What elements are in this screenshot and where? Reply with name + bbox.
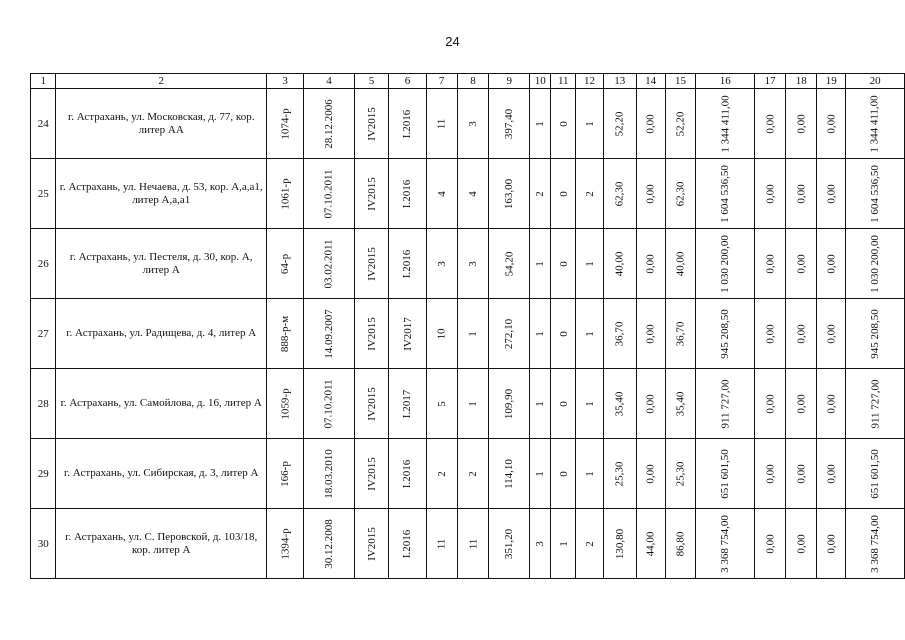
cell-col-14	[636, 229, 665, 299]
cell-text: 130,80	[613, 528, 626, 559]
table-body	[31, 74, 905, 579]
cell-text: 0,00	[825, 113, 838, 134]
cell-text: 163,00	[503, 178, 516, 209]
cell-col-17	[755, 159, 786, 229]
cell-row-number: 29	[31, 439, 56, 509]
data-table	[30, 73, 905, 579]
cell-col-13	[603, 159, 636, 229]
cell-text: 40,00	[613, 251, 626, 276]
cell-text: 3	[467, 120, 480, 127]
cell-col-8	[457, 89, 489, 159]
column-header-12: 12	[576, 74, 604, 89]
cell-col-6	[389, 229, 426, 299]
cell-col-14	[636, 509, 665, 579]
cell-col-16	[696, 439, 755, 509]
cell-order-number	[266, 509, 303, 579]
cell-address: г. Астрахань, ул. Пестеля, д. 30, кор. А, литер А	[56, 229, 266, 299]
column-header-1: 1	[31, 74, 56, 89]
cell-text: 62,30	[613, 181, 626, 206]
cell-text: 0,00	[764, 113, 777, 134]
cell-col-10	[529, 509, 551, 579]
cell-col-5	[354, 229, 389, 299]
cell-area	[489, 89, 530, 159]
cell-text: 1	[583, 120, 596, 127]
cell-col-17	[755, 509, 786, 579]
cell-order-date	[304, 229, 355, 299]
cell-col-14	[636, 369, 665, 439]
cell-col-15	[665, 369, 696, 439]
cell-text: 1	[467, 330, 480, 337]
cell-col-19	[817, 159, 846, 229]
cell-order-number	[266, 159, 303, 229]
cell-text: 11	[467, 538, 480, 549]
cell-col-5	[354, 89, 389, 159]
cell-col-18	[786, 509, 817, 579]
cell-col-11	[551, 89, 576, 159]
cell-total-cost	[846, 89, 905, 159]
cell-text: 0,00	[825, 323, 838, 344]
cell-col-5	[354, 299, 389, 369]
cell-text: 2	[583, 540, 596, 547]
cell-total-cost	[846, 159, 905, 229]
table-row	[31, 369, 905, 439]
cell-col-15	[665, 89, 696, 159]
cell-text: 0,00	[825, 533, 838, 554]
cell-area	[489, 229, 530, 299]
cell-col-15	[665, 509, 696, 579]
cell-text: IV2015	[365, 526, 378, 561]
cell-text: 114,10	[503, 458, 516, 489]
cell-text: 0,00	[795, 463, 808, 484]
cell-text: 0,00	[644, 463, 657, 484]
cell-text: 07.10.2011	[323, 168, 335, 219]
cell-text: 0,00	[644, 183, 657, 204]
cell-text: 4	[435, 190, 448, 197]
cell-text: 272,10	[503, 318, 516, 349]
cell-col-17	[755, 89, 786, 159]
cell-text: 651 601,50	[719, 448, 732, 499]
column-header-4: 4	[304, 74, 355, 89]
cell-text: 1	[583, 470, 596, 477]
cell-col-15	[665, 229, 696, 299]
cell-text: 0,00	[795, 323, 808, 344]
cell-text: IV2015	[365, 316, 378, 351]
cell-col-7	[426, 509, 457, 579]
cell-text: 351,20	[503, 528, 516, 559]
cell-col-19	[817, 369, 846, 439]
cell-text: 5	[435, 400, 448, 407]
cell-text: 3 368 754,00	[869, 514, 882, 573]
cell-text: I.2016	[401, 459, 414, 488]
cell-text: 0	[557, 400, 570, 407]
cell-col-18	[786, 439, 817, 509]
cell-order-number	[266, 89, 303, 159]
cell-text: 18.03.2010	[323, 448, 335, 499]
cell-text: 0,00	[795, 253, 808, 274]
cell-text: 14.09.2007	[323, 308, 335, 359]
cell-order-number	[266, 439, 303, 509]
column-header-16: 16	[696, 74, 755, 89]
cell-text: IV2017	[401, 316, 414, 351]
cell-text: 11	[435, 118, 448, 129]
cell-col-16	[696, 89, 755, 159]
cell-col-18	[786, 229, 817, 299]
cell-text: 0,00	[825, 463, 838, 484]
column-header-19: 19	[817, 74, 846, 89]
cell-col-8	[457, 229, 489, 299]
cell-col-14	[636, 159, 665, 229]
cell-order-number	[266, 369, 303, 439]
cell-text: 52,20	[674, 111, 687, 136]
cell-address: г. Астрахань, ул. Сибирская, д. 3, литер А	[56, 439, 266, 509]
cell-text: 911 727,00	[719, 378, 732, 429]
cell-col-18	[786, 89, 817, 159]
cell-text: 62,30	[674, 181, 687, 206]
cell-text: 1	[583, 330, 596, 337]
cell-text: 86,80	[674, 531, 687, 556]
cell-text: 0	[557, 260, 570, 267]
cell-text: 3	[467, 260, 480, 267]
cell-text: IV2015	[365, 456, 378, 491]
cell-col-5	[354, 369, 389, 439]
cell-col-16	[696, 299, 755, 369]
cell-text: 1	[534, 470, 547, 477]
cell-col-8	[457, 509, 489, 579]
cell-order-date	[304, 299, 355, 369]
cell-order-date	[304, 89, 355, 159]
cell-col-12	[576, 159, 604, 229]
cell-row-number: 26	[31, 229, 56, 299]
cell-text: 25,30	[674, 461, 687, 486]
cell-col-17	[755, 439, 786, 509]
cell-text: 1394-р	[279, 527, 292, 560]
cell-text: 1	[557, 540, 570, 547]
cell-text: IV2015	[365, 176, 378, 211]
cell-col-6	[389, 89, 426, 159]
cell-address: г. Астрахань, ул. Самойлова, д. 16, литер А	[56, 369, 266, 439]
cell-text: 166-р	[279, 460, 292, 487]
cell-text: 0,00	[825, 253, 838, 274]
cell-order-number	[266, 299, 303, 369]
cell-area	[489, 299, 530, 369]
cell-text: 0,00	[825, 183, 838, 204]
cell-col-6	[389, 369, 426, 439]
table-row	[31, 229, 905, 299]
cell-text: 109,90	[503, 388, 516, 419]
cell-col-19	[817, 89, 846, 159]
header-row	[31, 74, 905, 89]
cell-col-19	[817, 509, 846, 579]
cell-row-number: 24	[31, 89, 56, 159]
cell-text: 0,00	[644, 393, 657, 414]
cell-order-date	[304, 159, 355, 229]
cell-text: 0,00	[795, 393, 808, 414]
cell-text: 25,30	[613, 461, 626, 486]
cell-text: I.2016	[401, 179, 414, 208]
cell-text: 0	[557, 470, 570, 477]
column-header-17: 17	[755, 74, 786, 89]
cell-col-19	[817, 229, 846, 299]
column-header-7: 7	[426, 74, 457, 89]
cell-text: 3	[435, 260, 448, 267]
cell-text: 3 368 754,00	[719, 514, 732, 573]
cell-col-10	[529, 369, 551, 439]
column-header-9: 9	[489, 74, 530, 89]
cell-text: 54,20	[503, 251, 516, 276]
cell-col-15	[665, 299, 696, 369]
cell-col-19	[817, 439, 846, 509]
column-header-3: 3	[266, 74, 303, 89]
cell-text: 945 208,50	[869, 308, 882, 359]
cell-text: 2	[435, 470, 448, 477]
page-number: 24	[445, 34, 460, 49]
cell-col-10	[529, 229, 551, 299]
cell-col-6	[389, 439, 426, 509]
cell-text: 11	[435, 538, 448, 549]
column-header-20: 20	[846, 74, 905, 89]
cell-col-10	[529, 439, 551, 509]
cell-text: 1	[534, 330, 547, 337]
cell-text: 1 030 200,00	[869, 234, 882, 293]
cell-text: 1 344 411,00	[719, 94, 732, 153]
cell-total-cost	[846, 299, 905, 369]
cell-col-16	[696, 229, 755, 299]
cell-text: 07.10.2011	[323, 378, 335, 429]
cell-text: 0,00	[644, 253, 657, 274]
cell-total-cost	[846, 509, 905, 579]
column-header-13: 13	[603, 74, 636, 89]
cell-col-7	[426, 229, 457, 299]
cell-order-date	[304, 509, 355, 579]
cell-text: 1	[467, 400, 480, 407]
cell-row-number: 25	[31, 159, 56, 229]
cell-col-14	[636, 299, 665, 369]
cell-col-12	[576, 509, 604, 579]
cell-col-16	[696, 159, 755, 229]
cell-text: 2	[534, 190, 547, 197]
cell-text: 36,70	[613, 321, 626, 346]
cell-text: 0,00	[764, 183, 777, 204]
cell-address: г. Астрахань, ул. Московская, д. 77, кор. литер АА	[56, 89, 266, 159]
cell-col-13	[603, 299, 636, 369]
cell-col-13	[603, 439, 636, 509]
cell-text: 64-р	[279, 253, 292, 274]
cell-text: 1	[534, 120, 547, 127]
column-header-14: 14	[636, 74, 665, 89]
cell-col-11	[551, 229, 576, 299]
cell-area	[489, 509, 530, 579]
cell-text: I.2016	[401, 529, 414, 558]
cell-col-12	[576, 89, 604, 159]
column-header-18: 18	[786, 74, 817, 89]
cell-col-17	[755, 229, 786, 299]
cell-text: 4	[467, 190, 480, 197]
cell-col-13	[603, 89, 636, 159]
cell-text: 911 727,00	[869, 378, 882, 429]
cell-col-11	[551, 159, 576, 229]
cell-text: 0,00	[644, 113, 657, 134]
cell-total-cost	[846, 369, 905, 439]
cell-text: 1 030 200,00	[719, 234, 732, 293]
cell-text: 1059-р	[279, 387, 292, 420]
cell-col-13	[603, 369, 636, 439]
cell-col-18	[786, 369, 817, 439]
cell-col-18	[786, 299, 817, 369]
cell-address: г. Астрахань, ул. Радищева, д. 4, литер А	[56, 299, 266, 369]
cell-col-16	[696, 509, 755, 579]
column-header-2: 2	[56, 74, 266, 89]
cell-area	[489, 439, 530, 509]
cell-text: 397,40	[503, 108, 516, 139]
cell-area	[489, 369, 530, 439]
cell-text: 945 208,50	[719, 308, 732, 359]
cell-text: I.2016	[401, 249, 414, 278]
cell-text: 2	[583, 190, 596, 197]
cell-col-6	[389, 509, 426, 579]
cell-text: 0,00	[825, 393, 838, 414]
cell-text: 0,00	[764, 253, 777, 274]
cell-text: 10	[435, 328, 448, 339]
cell-text: 651 601,50	[869, 448, 882, 499]
cell-col-8	[457, 299, 489, 369]
cell-col-10	[529, 159, 551, 229]
column-header-6: 6	[389, 74, 426, 89]
cell-row-number: 28	[31, 369, 56, 439]
cell-order-date	[304, 439, 355, 509]
cell-total-cost	[846, 439, 905, 509]
cell-col-12	[576, 299, 604, 369]
cell-col-7	[426, 439, 457, 509]
cell-row-number: 27	[31, 299, 56, 369]
column-header-8: 8	[457, 74, 489, 89]
cell-col-7	[426, 89, 457, 159]
cell-col-7	[426, 369, 457, 439]
cell-text: 0	[557, 120, 570, 127]
cell-col-10	[529, 89, 551, 159]
cell-text: 1	[534, 260, 547, 267]
cell-row-number: 30	[31, 509, 56, 579]
cell-order-number	[266, 229, 303, 299]
cell-col-12	[576, 369, 604, 439]
cell-text: 35,40	[613, 391, 626, 416]
cell-col-11	[551, 439, 576, 509]
cell-text: 0,00	[764, 393, 777, 414]
cell-col-7	[426, 159, 457, 229]
cell-area	[489, 159, 530, 229]
column-header-11: 11	[551, 74, 576, 89]
cell-col-15	[665, 439, 696, 509]
cell-col-7	[426, 299, 457, 369]
table-row	[31, 299, 905, 369]
cell-col-17	[755, 369, 786, 439]
cell-col-11	[551, 509, 576, 579]
cell-text: I.2016	[401, 109, 414, 138]
cell-col-14	[636, 439, 665, 509]
cell-col-14	[636, 89, 665, 159]
cell-text: 2	[467, 470, 480, 477]
cell-address: г. Астрахань, ул. Нечаева, д. 53, кор. А,а,а1, литер А,а,а1	[56, 159, 266, 229]
cell-text: 40,00	[674, 251, 687, 276]
cell-text: 0,00	[795, 113, 808, 134]
table-row	[31, 439, 905, 509]
cell-text: 1	[583, 400, 596, 407]
cell-col-12	[576, 229, 604, 299]
cell-text: 0,00	[795, 533, 808, 554]
cell-text: 1074-р	[279, 107, 292, 140]
table-row	[31, 89, 905, 159]
table-row	[31, 159, 905, 229]
cell-text: IV2015	[365, 246, 378, 281]
cell-text: 0,00	[644, 323, 657, 344]
cell-text: 44,00	[644, 531, 657, 556]
cell-text: 1	[534, 400, 547, 407]
cell-col-15	[665, 159, 696, 229]
cell-text: 28.12.2006	[323, 98, 335, 149]
cell-col-6	[389, 299, 426, 369]
cell-text: 1061-р	[279, 177, 292, 210]
cell-col-17	[755, 299, 786, 369]
cell-order-date	[304, 369, 355, 439]
cell-text: 36,70	[674, 321, 687, 346]
cell-col-12	[576, 439, 604, 509]
cell-text: 3	[534, 540, 547, 547]
cell-text: 0	[557, 330, 570, 337]
cell-text: 0,00	[764, 323, 777, 344]
cell-col-18	[786, 159, 817, 229]
cell-col-10	[529, 299, 551, 369]
cell-col-8	[457, 369, 489, 439]
cell-text: 0,00	[764, 533, 777, 554]
cell-text: I.2017	[401, 389, 414, 418]
column-header-15: 15	[665, 74, 696, 89]
cell-text: IV2015	[365, 386, 378, 421]
cell-col-6	[389, 159, 426, 229]
cell-text: 0	[557, 190, 570, 197]
cell-text: 0,00	[764, 463, 777, 484]
table-row	[31, 509, 905, 579]
cell-total-cost	[846, 229, 905, 299]
cell-col-16	[696, 369, 755, 439]
cell-text: 1	[583, 260, 596, 267]
cell-text: 30.12.2008	[323, 518, 335, 569]
cell-text: 0,00	[795, 183, 808, 204]
cell-text: 888-р-м	[279, 315, 292, 352]
cell-col-11	[551, 299, 576, 369]
cell-col-13	[603, 509, 636, 579]
cell-col-11	[551, 369, 576, 439]
cell-col-5	[354, 159, 389, 229]
cell-address: г. Астрахань, ул. С. Перовской, д. 103/18, кор. литер А	[56, 509, 266, 579]
column-header-5: 5	[354, 74, 389, 89]
cell-text: 1 604 536,50	[869, 164, 882, 223]
cell-col-8	[457, 439, 489, 509]
cell-text: IV2015	[365, 106, 378, 141]
cell-col-13	[603, 229, 636, 299]
cell-text: 35,40	[674, 391, 687, 416]
cell-text: 1 344 411,00	[869, 94, 882, 153]
cell-text: 1 604 536,50	[719, 164, 732, 223]
cell-col-5	[354, 439, 389, 509]
cell-text: 03.02.2011	[323, 238, 335, 289]
cell-text: 52,20	[613, 111, 626, 136]
column-header-10: 10	[529, 74, 551, 89]
cell-col-8	[457, 159, 489, 229]
cell-col-19	[817, 299, 846, 369]
cell-col-5	[354, 509, 389, 579]
